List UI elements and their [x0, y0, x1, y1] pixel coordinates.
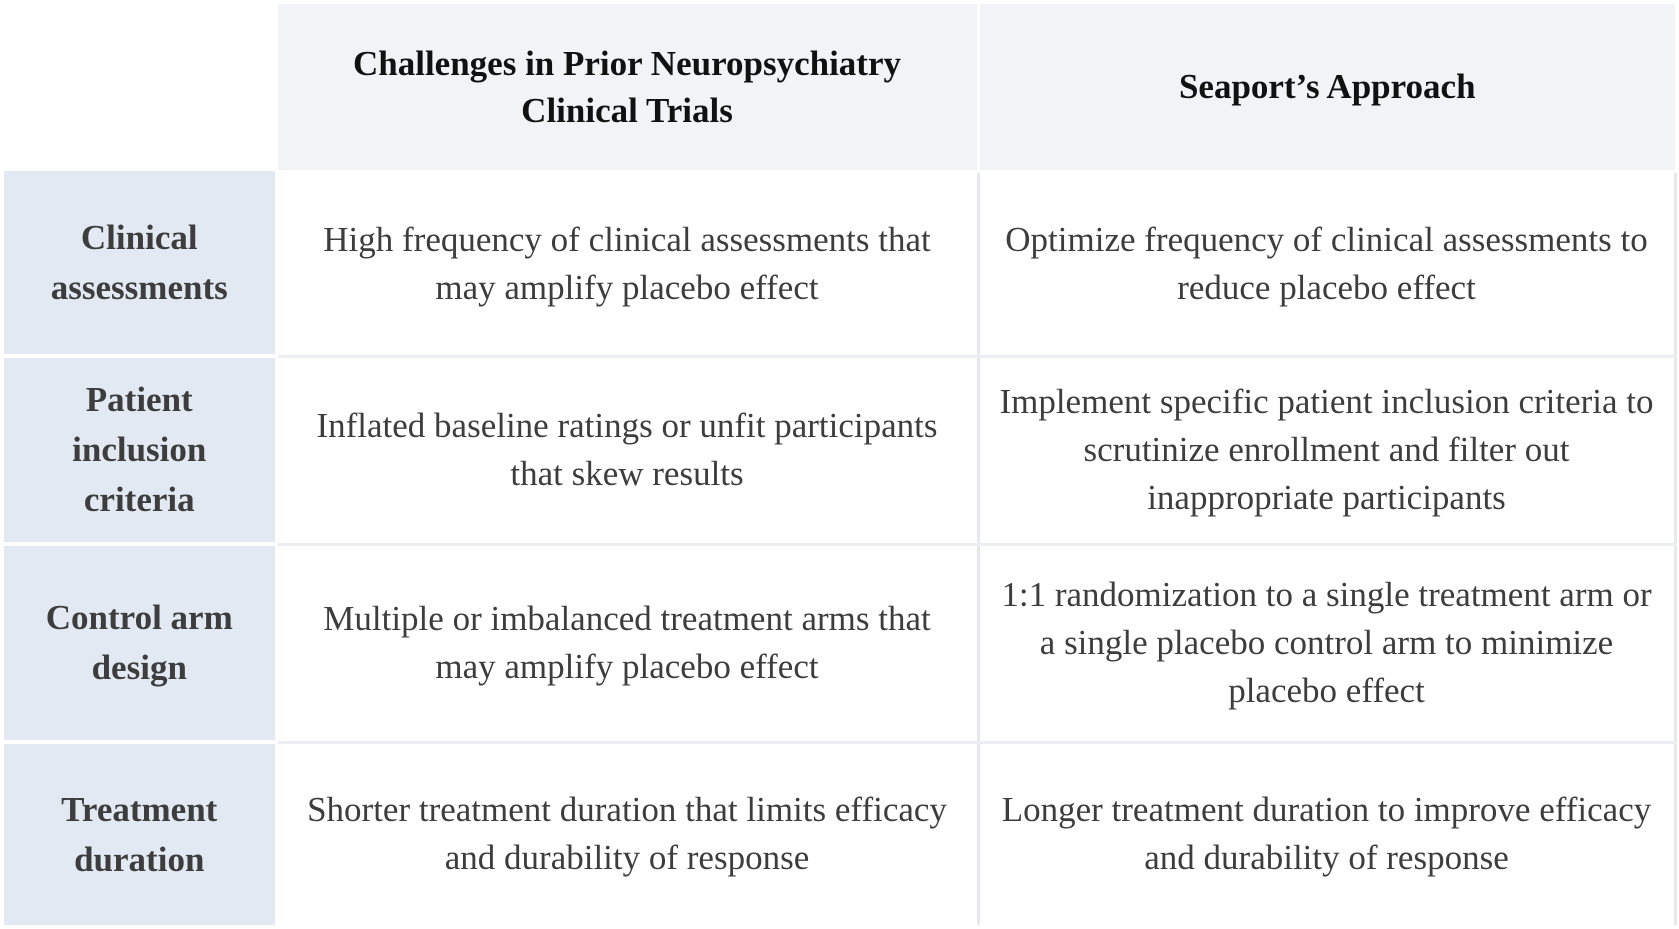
- approach-cell: 1:1 randomization to a single treatment arm or a single placebo control arm to minimize placebo effect: [978, 544, 1675, 742]
- approach-cell: Longer treatment duration to improve efficacy and durability of response: [978, 742, 1675, 925]
- table-row: [4, 356, 1675, 544]
- corner-cell: [4, 4, 276, 171]
- challenge-cell: High frequency of clinical assessments that may amplify placebo effect: [276, 171, 978, 356]
- approach-cell: Implement specific patient inclusion criteria to scrutinize enrollment and filter out inappropriate participants: [978, 356, 1675, 544]
- row-label-clinical-assessments: Clinical assessments: [4, 171, 276, 356]
- challenge-cell: Inflated baseline ratings or unfit participants that skew results: [276, 356, 978, 544]
- comparison-table: [4, 4, 1677, 925]
- challenges-column-header: Challenges in Prior Neuropsychiatry Clinical Trials: [276, 4, 978, 171]
- challenge-cell: Multiple or imbalanced treatment arms that may amplify placebo effect: [276, 544, 978, 742]
- approach-column-header: Seaport’s Approach: [978, 4, 1675, 171]
- row-label-control-arm-design: Control arm design: [4, 544, 276, 742]
- header-row: [4, 4, 1675, 171]
- table-row: [4, 171, 1675, 356]
- row-label-patient-inclusion-criteria: Patient inclusion criteria: [4, 356, 276, 544]
- table-row: [4, 742, 1675, 925]
- challenge-cell: Shorter treatment duration that limits efficacy and durability of response: [276, 742, 978, 925]
- table-row: [4, 544, 1675, 742]
- row-label-treatment-duration: Treatment duration: [4, 742, 276, 925]
- approach-cell: Optimize frequency of clinical assessments to reduce placebo effect: [978, 171, 1675, 356]
